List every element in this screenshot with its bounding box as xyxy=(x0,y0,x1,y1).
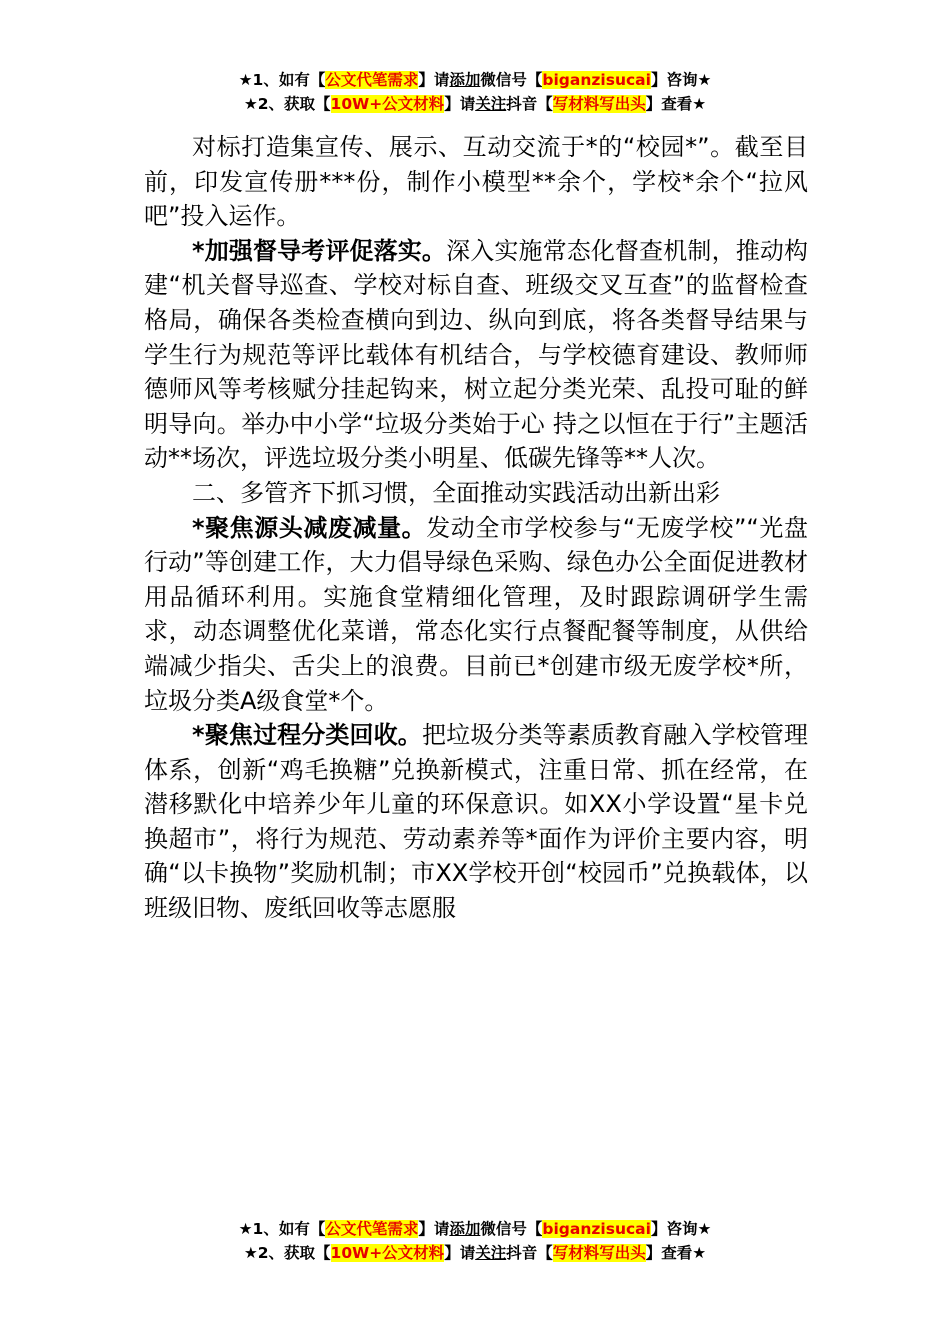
highlight-materials: 10W+公文材料 xyxy=(330,95,445,113)
highlight-douyin: 写材料写出头 xyxy=(552,1244,646,1262)
document-body xyxy=(144,130,808,926)
paragraph-1: 对标打造集宣传、展示、互动交流于*的“校园*”。截至目前，印发宣传册***份，制作小模型**余个，学校*余个“拉风吧”投入运作。 xyxy=(144,133,808,231)
banner-line-2 xyxy=(0,92,950,116)
highlight-wechat-id: biganzisucai xyxy=(542,1220,651,1238)
banner-line-2 xyxy=(0,1241,950,1265)
section-heading-2: 二、多管齐下抓习惯，全面推动实践活动出新出彩 xyxy=(192,478,720,507)
highlight-materials: 10W+公文材料 xyxy=(330,1244,445,1262)
banner-text: 】请 xyxy=(444,1244,476,1262)
banner-line-1 xyxy=(0,1217,950,1241)
paragraph-2 xyxy=(144,234,808,476)
banner-text: 】请 xyxy=(418,71,450,89)
footer-banner xyxy=(0,1217,950,1265)
paragraph-4-body: 发动全市学校参与“无废学校”“光盘行动”等创建工作，大力倡导绿色采购、绿色办公全面促进教材用品循环利用。实施食堂精细化管理，及时跟踪调研学生需求，动态调整优化菜谱，常态化实行点餐配餐等制度，从供给端减少指尖、舌尖上的浪费。目前已*创建市级无废学校*所，垃圾分类A级食堂*个。 xyxy=(144,513,808,715)
banner-text: 抖音【 xyxy=(506,95,553,113)
highlight-douyin: 写材料写出头 xyxy=(552,95,646,113)
banner-text: 】请 xyxy=(444,95,476,113)
paragraph-2-body: 深入实施常态化督查机制，推动构建“机关督导巡查、学校对标自查、班级交叉互查”的监督检查格局，确保各类检查横向到边、纵向到底，将各类督导结果与学生行为规范等评比载体有机结合，与学校德育建设、教师师德师风等考核赋分挂起钩来，树立起分类光荣、乱投可耻的鲜明导向。举办中小学“垃圾分类始于心 持之以恒在于行”主题活动**场次，评选垃圾分类小明星、低碳先锋等**人次。 xyxy=(144,236,808,473)
banner-text: 抖音【 xyxy=(506,1244,553,1262)
banner-text: 】咨询★ xyxy=(650,71,712,89)
underlined-text: 添加 xyxy=(449,71,481,89)
banner-text: ★2、获取【 xyxy=(243,95,331,113)
paragraph-4 xyxy=(144,511,808,719)
underlined-text: 关注 xyxy=(475,1244,507,1262)
paragraph-2-heading: *加强督导考评促落实。 xyxy=(192,236,447,265)
banner-text: ★1、如有【 xyxy=(238,1220,326,1238)
underlined-text: 添加 xyxy=(449,1220,481,1238)
underlined-text: 关注 xyxy=(475,95,507,113)
paragraph-5-heading: *聚焦过程分类回收。 xyxy=(192,721,422,750)
highlight-wechat-id: biganzisucai xyxy=(542,71,651,89)
header-banner xyxy=(0,68,950,116)
banner-text: 微信号【 xyxy=(480,1220,543,1238)
paragraph-5-body: 把垃圾分类等素质教育融入学校管理体系，创新“鸡毛换糖”兑换新模式，注重日常、抓在经常，在潜移默化中培养少年儿童的环保意识。如XX小学设置“星卡兑换超市”，将行为规范、劳动素养等*面作为评价主要内容，明确“以卡换物”奖励机制；市XX学校开创“校园币”兑换载体，以班级旧物、废纸回收等志愿服 xyxy=(144,721,808,923)
paragraph-5 xyxy=(144,718,808,926)
paragraph-4-heading: *聚焦源头减废减量。 xyxy=(192,513,427,542)
banner-text: ★2、获取【 xyxy=(243,1244,331,1262)
banner-text: 】查看★ xyxy=(645,95,707,113)
highlight-service: 公文代笔需求 xyxy=(325,1220,419,1238)
banner-text: ★1、如有【 xyxy=(238,71,326,89)
banner-text: 】请 xyxy=(418,1220,450,1238)
banner-text: 】查看★ xyxy=(645,1244,707,1262)
banner-text: 微信号【 xyxy=(480,71,543,89)
highlight-service: 公文代笔需求 xyxy=(325,71,419,89)
banner-text: 】咨询★ xyxy=(650,1220,712,1238)
banner-line-1 xyxy=(0,68,950,92)
